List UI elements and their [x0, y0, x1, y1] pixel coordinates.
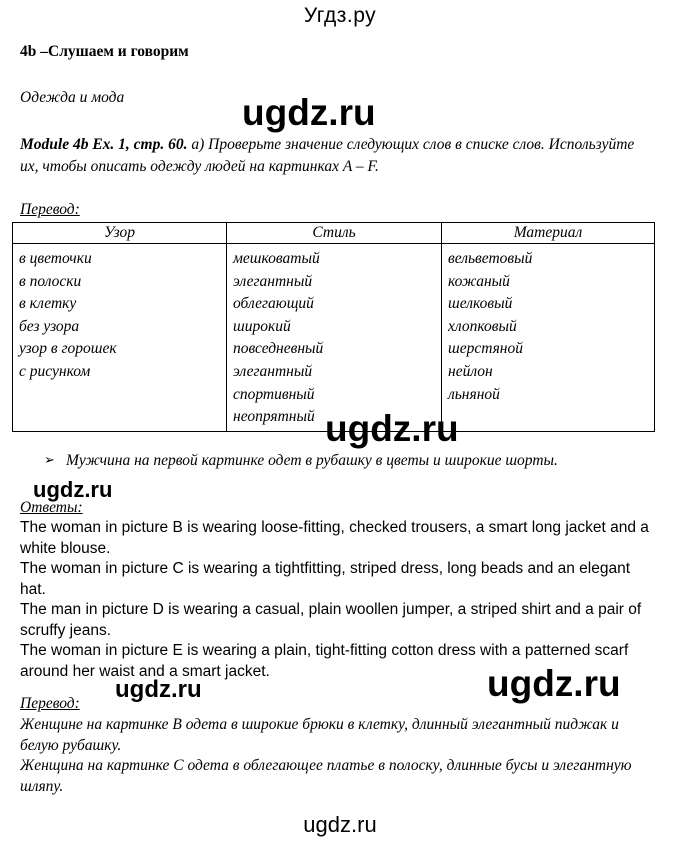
- pattern-word: в полоски: [19, 272, 82, 290]
- table-header-style: Стиль: [227, 223, 442, 244]
- style-word: широкий: [233, 317, 291, 335]
- material-column: [442, 244, 655, 432]
- watermark: ugdz.ru: [115, 676, 202, 703]
- watermark: ugdz.ru: [33, 477, 113, 502]
- watermark: ugdz.ru: [487, 663, 621, 704]
- answers-label: Ответы:: [20, 499, 83, 516]
- site-title: Угдз.ру: [303, 4, 377, 27]
- translation-item: Женщине на картинке B одета в широкие брюки в клетку, длинный элегантный пиджак и белую рубашку.: [20, 716, 619, 754]
- table-header-row: [13, 223, 655, 244]
- style-word: мешковатый: [233, 250, 320, 267]
- exercise-reference: Module 4b Ex. 1, стр. 60.: [20, 136, 188, 153]
- answer-item: The man in picture D is wearing a casual, plain woollen jumper, a striped shirt and a pair of scruffy jeans.: [20, 601, 642, 639]
- translation-item: Женщина на картинке C одета в облегающее платье в полоску, длинные бусы и элегантную шляпу.: [20, 757, 632, 795]
- table-header-material: Материал: [442, 223, 655, 244]
- exercise-text: а) Проверьте значение следующих слов в списке слов. Используйте их, чтобы описать одежду людей на картинках A – F.: [20, 136, 635, 175]
- answer-item: The woman in picture B is wearing loose-fitting, checked trousers, a smart long jacket and a white blouse.: [20, 519, 649, 557]
- material-word: кожаный: [448, 272, 510, 290]
- translation-block: [20, 715, 650, 797]
- section-heading: 4b –Слушаем и говорим: [20, 43, 189, 60]
- material-word: вельветовый: [448, 250, 533, 267]
- style-column: [227, 244, 442, 432]
- material-word: шелковый: [448, 295, 513, 313]
- pattern-column: [13, 244, 227, 432]
- pattern-word: с рисунком: [19, 362, 91, 380]
- translation-label-2: Перевод:: [20, 695, 80, 712]
- answers-block: [20, 518, 660, 682]
- pattern-word: в цветочки: [19, 250, 92, 267]
- table-row: [13, 244, 655, 432]
- topic-subtitle: Одежда и мода: [20, 89, 125, 106]
- watermark: ugdz.ru: [303, 812, 377, 837]
- exercise-instructions: [20, 134, 640, 178]
- style-word: элегантный: [233, 362, 313, 380]
- table-header-pattern: Узор: [13, 223, 227, 244]
- material-word: хлопковый: [448, 317, 517, 335]
- material-word: нейлон: [448, 362, 493, 380]
- bullet-arrow-icon: ➢: [44, 452, 55, 467]
- material-word: льняной: [448, 385, 500, 403]
- pattern-word: узор в горошек: [19, 340, 117, 358]
- style-word: облегающий: [233, 295, 314, 313]
- style-word: повседневный: [233, 340, 324, 358]
- vocabulary-table: [12, 222, 655, 432]
- example-sentence: Мужчина на первой картинке одет в рубашку в цветы и широкие шорты.: [66, 452, 558, 469]
- material-word: шерстяной: [448, 340, 523, 358]
- pattern-word: без узора: [19, 317, 80, 335]
- translation-label-1: Перевод:: [20, 201, 80, 218]
- watermark: ugdz.ru: [242, 92, 376, 133]
- pattern-word: в клетку: [19, 295, 77, 313]
- style-word: неопрятный: [233, 408, 315, 426]
- style-word: элегантный: [233, 272, 313, 290]
- answer-item: The woman in picture C is wearing a tightfitting, striped dress, long beads and an elegant hat.: [20, 560, 631, 598]
- style-word: спортивный: [233, 385, 315, 403]
- answer-item: The woman in picture E is wearing a plain, tight-fitting cotton dress with a patterned scarf around her waist and a smart jacket.: [20, 642, 629, 680]
- watermark: ugdz.ru: [325, 408, 459, 449]
